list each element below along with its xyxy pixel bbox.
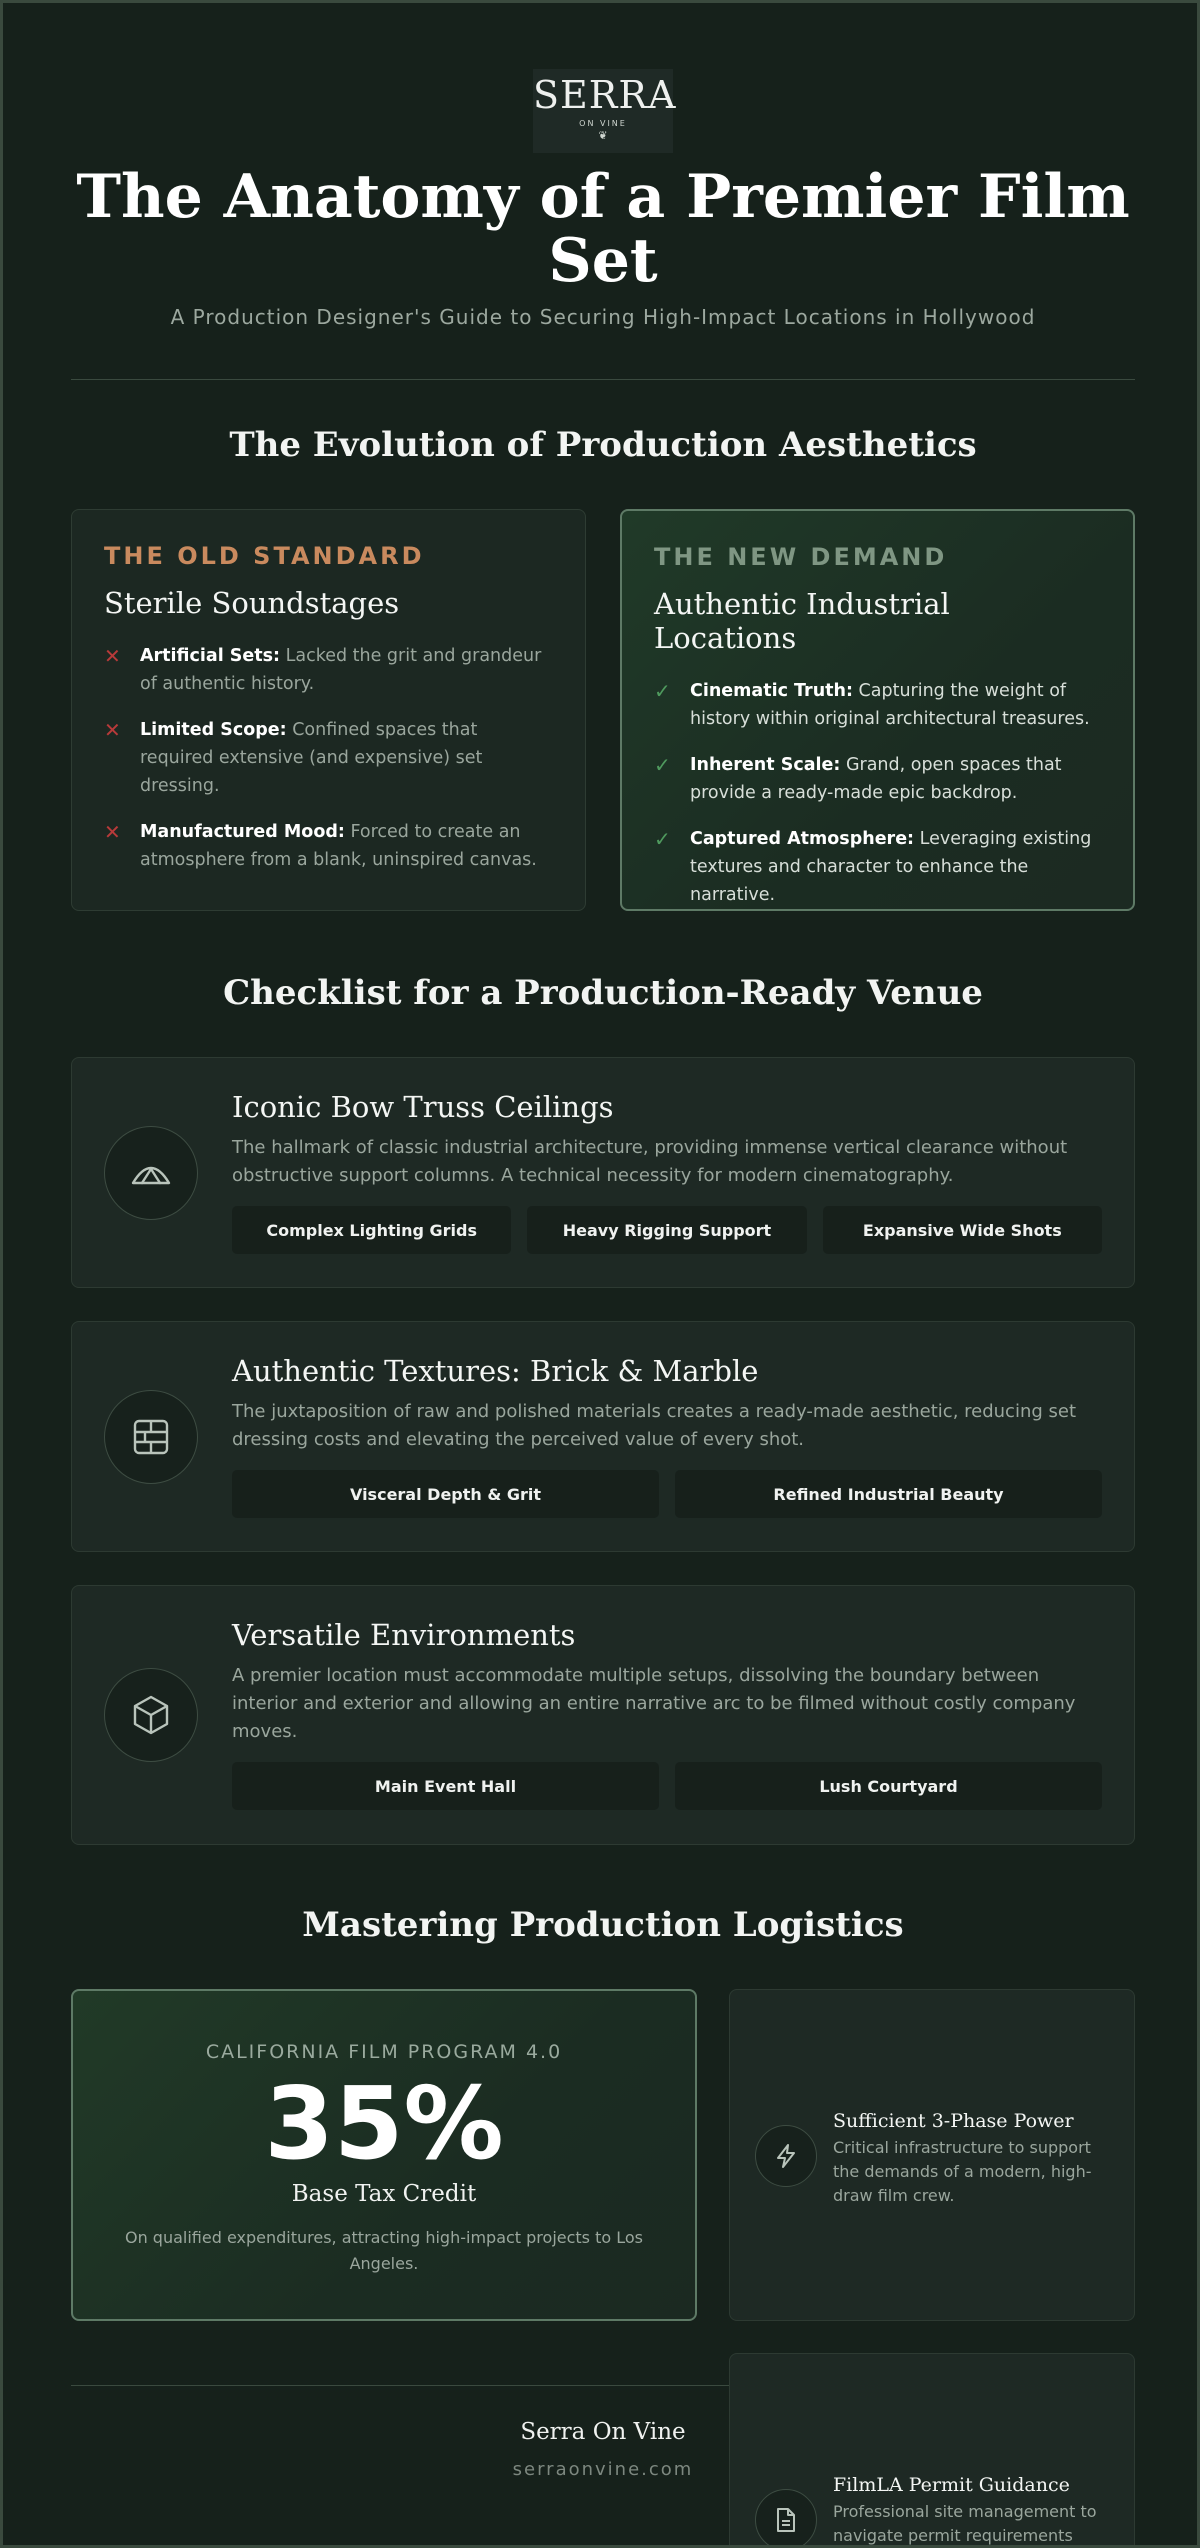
feature-tags [232,1470,1102,1518]
item-label: Manufactured Mood: [140,822,345,842]
checklist-section-title: Checklist for a Production-Ready Venue [223,973,983,1013]
item-label: Captured Atmosphere: [690,829,915,849]
lightning-icon [755,2125,817,2187]
page-subtitle: A Production Designer's Guide to Securing High-Impact Locations in Hollywood [170,305,1036,329]
check-icon: ✓ [654,679,671,703]
feature-tags [232,1762,1102,1810]
logistics-card-title: Sufficient 3-Phase Power [833,2110,1074,2132]
footer-website-link[interactable]: serraonvine.com [512,2459,694,2480]
list-item [104,716,553,800]
old-standard-kicker: THE OLD STANDARD [104,542,425,570]
feature-tags [232,1206,1102,1254]
check-icon: ✓ [654,827,671,851]
old-standard-heading: Sterile Soundstages [104,586,400,620]
feature-card-bow-truss [71,1057,1135,1288]
new-demand-heading: Authentic Industrial Locations [654,587,950,655]
item-label: Limited Scope: [140,720,287,740]
tax-credit-card [71,1989,697,2321]
item-label: Artificial Sets: [140,646,281,666]
item-text: Confined spaces that required extensive (and expensive) set dressing. [140,720,483,796]
brick-wall-icon [104,1390,198,1484]
list-item [654,677,1101,733]
feature-description: The hallmark of classic industrial architecture, providing immense vertical clearance without obstructive support columns. A technical necessity for modern cinematography. [232,1137,1068,1186]
item-text: Grand, open spaces that provide a ready-made epic backdrop. [690,755,1062,803]
feature-card-textures [71,1321,1135,1552]
evolution-section-title: The Evolution of Production Aesthetics [229,425,977,465]
feature-tag: Complex Lighting Grids [232,1206,511,1254]
feature-title: Versatile Environments [232,1618,576,1652]
x-icon: ✕ [104,644,121,668]
tax-credit-kicker: CALIFORNIA FILM PROGRAM 4.0 [205,2041,563,2063]
item-text: Forced to create an atmosphere from a blank, uninspired canvas. [140,822,537,870]
new-demand-kicker: THE NEW DEMAND [654,543,948,571]
x-icon: ✕ [104,718,121,742]
cube-icon [104,1668,198,1762]
feature-card-versatile [71,1585,1135,1845]
feature-title: Iconic Bow Truss Ceilings [232,1090,614,1124]
document-icon [755,2489,817,2548]
brand-logo[interactable] [533,69,677,153]
list-item [654,751,1101,807]
item-text: Capturing the weight of history within original architectural treasures. [690,681,1090,729]
header-divider [71,379,1135,380]
feature-tag: Expansive Wide Shots [823,1206,1102,1254]
logistics-card-description: Professional site management to navigate permit requirements [833,2502,1097,2545]
tax-credit-label: Base Tax Credit [291,2181,477,2207]
feature-description: A premier location must accommodate multiple setups, dissolving the boundary between interior and exterior and allowing an entire narrative arc to be filmed without costly company moves. [232,1665,1076,1742]
feature-tag: Main Event Hall [232,1762,659,1810]
logo-flourish-icon: ❦ [598,129,608,142]
item-label: Inherent Scale: [690,755,841,775]
old-standard-list [104,642,553,874]
feature-title: Authentic Textures: Brick & Marble [232,1354,759,1388]
feature-tag: Visceral Depth & Grit [232,1470,659,1518]
item-text: Leveraging existing textures and character to enhance the narrative. [690,829,1092,905]
logo-wordmark: SERRA [533,73,677,117]
logistics-section-title: Mastering Production Logistics [302,1905,904,1945]
list-item [104,818,553,874]
page-title: The Anatomy of a Premier Film Set [76,162,1130,296]
feature-tag: Heavy Rigging Support [527,1206,806,1254]
new-demand-card [620,509,1135,911]
tax-credit-note: On qualified expenditures, attracting high-impact projects to Los Angeles. [124,2228,644,2273]
check-icon: ✓ [654,753,671,777]
bow-truss-icon [104,1126,198,1220]
feature-tag: Refined Industrial Beauty [675,1470,1102,1518]
footer-brand-name: Serra On Vine [520,2419,686,2445]
new-demand-list [654,677,1101,909]
feature-description: The juxtaposition of raw and polished materials creates a ready-made aesthetic, reducing set dressing costs and elevating the perceived value of every shot. [232,1401,1077,1450]
item-text: Lacked the grit and grandeur of authentic history. [140,646,542,694]
logistics-card-title: FilmLA Permit Guidance [833,2474,1070,2496]
old-standard-card [71,509,586,911]
feature-tag: Lush Courtyard [675,1762,1102,1810]
item-label: Cinematic Truth: [690,681,853,701]
x-icon: ✕ [104,820,121,844]
permit-card [729,2353,1135,2548]
logo-subtitle: ON VINE [579,119,627,128]
list-item [654,825,1101,909]
logistics-card-description: Critical infrastructure to support the demands of a modern, high-draw film crew. [833,2138,1092,2205]
list-item [104,642,553,698]
power-card [729,1989,1135,2321]
tax-credit-value: 35% [264,2065,504,2182]
